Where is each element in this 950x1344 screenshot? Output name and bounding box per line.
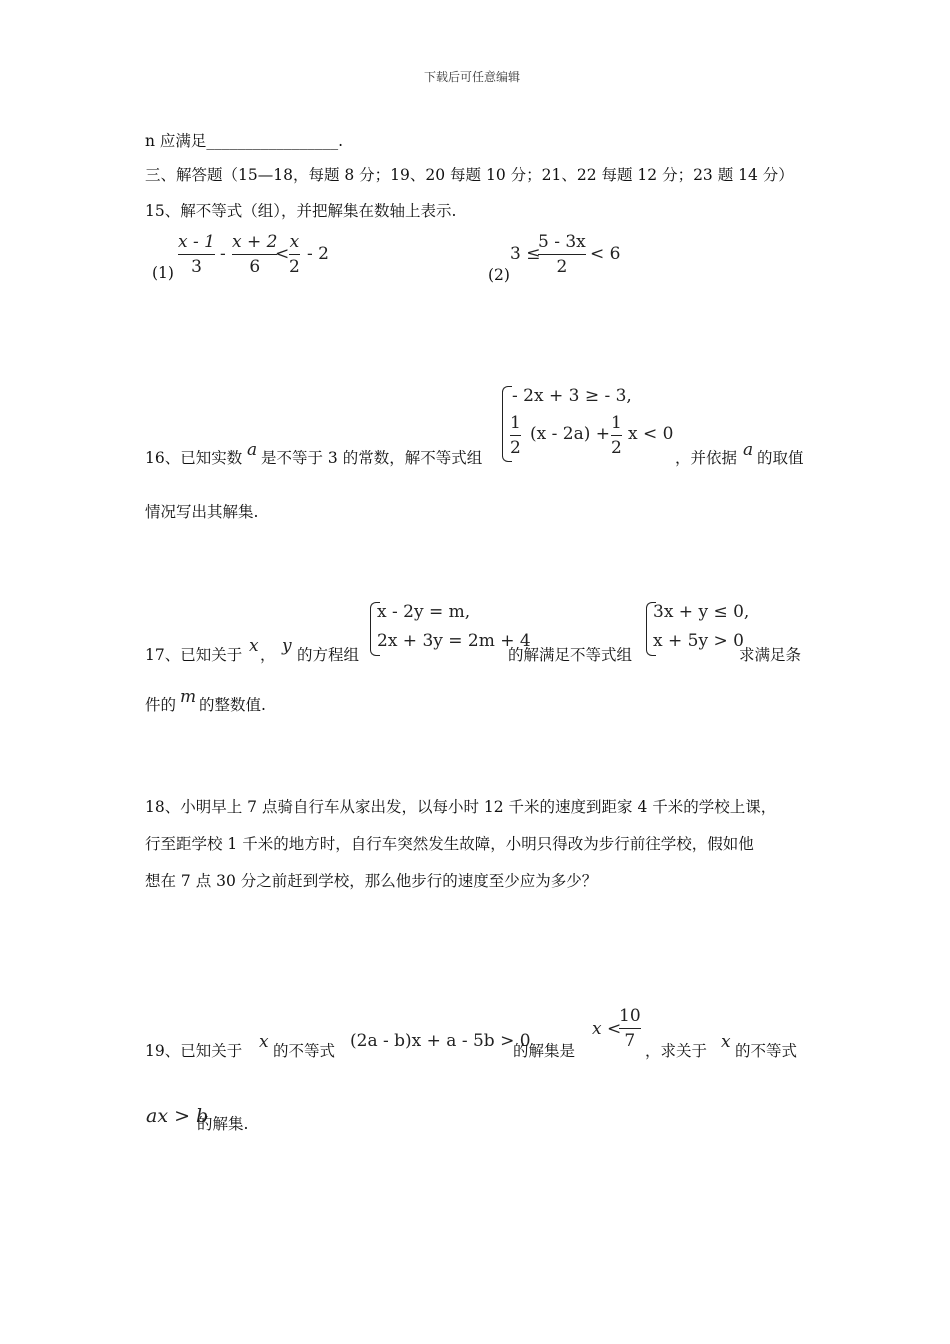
q17-stem-start: 17、已知关于 [145, 646, 243, 664]
q18-line1: 18、小明早上 7 点骑自行车从家出发，以每小时 12 千米的速度到距家 4 千米的学校上课， [145, 798, 777, 816]
q17-system1-eq2: 2x + 3y = 2m + 4 [377, 631, 531, 651]
q15-part2-label: (2) [488, 266, 510, 284]
q16-post-1: ，并依据 [675, 449, 738, 467]
page-header-note: 下载后可任意编辑 [424, 70, 521, 84]
q16-line2: 情况写出其解集. [145, 503, 259, 521]
q16-var-a-2: a [743, 440, 754, 460]
q15-p2-lead: 3 ≤ [510, 244, 541, 264]
q15-p2-tail: < 6 [590, 244, 621, 264]
q16-stem-mid: 是不等于 3 的常数，解不等式组 [261, 449, 483, 467]
q16-eq2-tail: x < 0 [628, 424, 674, 444]
q17-line2-start: 件的 [145, 696, 177, 714]
q19-line2-math: ax > b [146, 1105, 209, 1127]
q17-system2-eq1: 3x + y ≤ 0, [653, 602, 750, 622]
fraction-numerator: 1 [611, 413, 622, 433]
q19-solution-lead: x < [592, 1019, 622, 1039]
fraction-denominator: 3 [191, 257, 202, 277]
q19-stem-mid2: 的解集是 [513, 1042, 576, 1060]
q16-post-2: 的取值 [757, 449, 804, 467]
q15-p1-fraction-3 [289, 230, 300, 279]
q14-tail-line: n 应满足_________________. [145, 132, 344, 150]
q19-stem-start: 19、已知关于 [145, 1042, 243, 1060]
fraction-numerator: x [289, 232, 300, 252]
q17-var-m: m [180, 687, 197, 707]
fraction-denominator: 2 [556, 257, 568, 277]
q16-eq2-fraction-1 [510, 411, 521, 460]
q19-post-start: ，求关于 [645, 1042, 708, 1060]
q17-var-x: x [249, 636, 259, 656]
q19-var-x: x [259, 1032, 269, 1052]
q17-stem-mid1: 的方程组 [297, 646, 360, 664]
q15-p1-tail: - 2 [307, 244, 329, 264]
q15-p1-less-than: < [275, 244, 290, 264]
fraction-denominator: 2 [289, 257, 300, 277]
fraction-numerator: 1 [510, 413, 521, 433]
q16-stem-start: 16、已知实数 [145, 449, 243, 467]
q19-stem-mid1: 的不等式 [273, 1042, 336, 1060]
q15-p1-fraction-1 [178, 230, 215, 279]
fraction-numerator: 5 - 3x [538, 232, 586, 252]
q17-line2-end: 的整数值. [199, 696, 266, 714]
q17-post: 求满足条 [739, 646, 802, 664]
fraction-numerator: x - 1 [178, 232, 215, 252]
q18-line2: 行至距学校 1 千米的地方时，自行车突然发生故障，小明只得改为步行前往学校，假如他 [145, 835, 754, 853]
q17-system1-eq1: x - 2y = m, [377, 602, 471, 622]
q15-stem: 15、解不等式（组），并把解集在数轴上表示. [145, 202, 457, 220]
q19-solution-fraction [619, 1004, 641, 1053]
q17-comma: ， [260, 646, 276, 664]
q16-eq2-mid: (x - 2a) + [530, 424, 611, 444]
fraction-denominator: 2 [611, 438, 622, 458]
q18-line3: 想在 7 点 30 分之前赶到学校，那么他步行的速度至少应为多少？ [145, 872, 598, 890]
q19-post: 的不等式 [735, 1042, 798, 1060]
q15-p1-fraction-2 [232, 230, 277, 279]
q19-line2-end: 的解集. [197, 1115, 249, 1133]
q15-part1-label: (1) [152, 264, 174, 282]
q17-var-y: y [282, 636, 292, 656]
q17-stem-mid2: 的解满足不等式组 [508, 646, 633, 664]
fraction-numerator: 10 [619, 1006, 641, 1026]
q16-eq1: - 2x + 3 ≥ - 3, [512, 386, 632, 406]
q15-p2-fraction [538, 230, 586, 279]
fraction-denominator: 2 [510, 438, 521, 458]
fraction-denominator: 7 [624, 1031, 636, 1051]
q16-eq2-fraction-2 [611, 411, 622, 460]
q16-var-a: a [247, 440, 258, 460]
section3-title: 三、解答题（15—18，每题 8 分；19、20 每题 10 分；21、22 每题 12 分；23 题 14 分） [145, 166, 794, 184]
q19-inequality: (2a - b)x + a - 5b > 0 [350, 1031, 531, 1051]
q19-var-x-2: x [721, 1032, 731, 1052]
fraction-numerator: x + 2 [232, 232, 278, 252]
q17-system2-eq2: x + 5y > 0 [653, 631, 744, 651]
q15-p1-minus: - [220, 244, 226, 264]
fraction-denominator: 6 [249, 257, 261, 277]
